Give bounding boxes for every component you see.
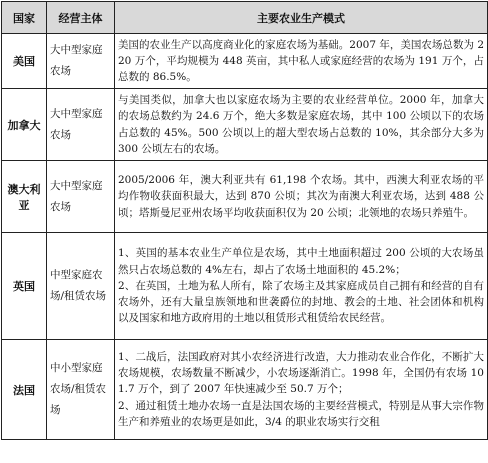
row-mode (115, 89, 488, 161)
row-country: 加拿大 (2, 89, 47, 161)
header-entity: 经营主体 (47, 2, 115, 34)
mode-paragraph: 与美国类似，加拿大也以家庭农场为主要的农业经营单位。2000 年，加拿大的农场总数约为 24.6 万个，绝大多数是家庭农场，其中 100 公顷以下的农场占总数的 45%。500 公顷以上的超大型农场占总数的 10%，其余部分大多为 300 公顷左右的农场。 (118, 94, 484, 155)
row-entity: 大中型家庭农场 (47, 34, 115, 89)
mode-paragraph: 1、二战后，法国政府对其小农经济进行改造，大力推动农业合作化，不断扩大农场规模，农场数量不断减少，小农场逐渐消亡。1998 年，全国仍有农场 101.7 万个，到了 2007 年快速减少至 50.7 万个； (118, 350, 484, 396)
table-row (2, 340, 488, 440)
row-entity: 中小型家庭农场/租赁农场 (47, 340, 115, 440)
header-country: 国家 (2, 2, 47, 34)
row-entity: 大中型家庭农场 (47, 161, 115, 233)
row-country: 澳大利亚 (2, 161, 47, 233)
row-country: 美国 (2, 34, 47, 89)
row-mode (115, 233, 488, 340)
table-header-row (2, 2, 488, 34)
row-country: 英国 (2, 233, 47, 340)
row-country: 法国 (2, 340, 47, 440)
mode-paragraph: 2005/2006 年，澳大利亚共有 61,198 个农场。其中，西澳大利亚农场的平均作物收获面积最大，达到 870 公顷；其次为南澳大利亚农场，达到 488 公顷；塔斯曼尼亚州农场平均收获面积仅为 20 公顷；北领地的农场只养殖牛。 (118, 174, 484, 219)
mode-paragraph: 2、在英国，土地为私人所有，除了农场主及其家庭成员自己拥有和经营的自有农场外，还有大量皇族领地和世袭爵位的封地、教会的土地、社会团体和机构以及国家和地方政府用的土地以租赁形式租赁给农民经营。 (118, 279, 484, 325)
row-mode (115, 34, 488, 89)
row-mode (115, 161, 488, 233)
row-entity: 大中型家庭农场 (47, 89, 115, 161)
mode-paragraph: 1、英国的基本农业生产单位是农场，其中土地面积超过 200 公顷的大农场虽然只占农场总数的 4%左右，却占了农场土地面积的 45.2%； (118, 247, 484, 276)
header-mode: 主要农业生产模式 (115, 2, 488, 34)
row-entity: 中型家庭农场/租赁农场 (47, 233, 115, 340)
mode-paragraph: 2、通过租赁土地办农场一直是法国农场的主要经营模式，特别是从事大宗作物生产和养殖业的农场更是如此，3/4 的职业农场实行交租 (118, 399, 484, 428)
mode-paragraph: 美国的农业生产以高度商业化的家庭农场为基础。2007 年，美国农场总数为 220 万个，平均规模为 448 英亩，其中私人或家庭经营的农场为 191 万个，占总数的 86.5%。 (118, 38, 484, 84)
table-row (2, 233, 488, 340)
table-row (2, 161, 488, 233)
farm-model-table (1, 1, 488, 440)
table-row (2, 89, 488, 161)
table-container (0, 1, 488, 463)
table-row (2, 34, 488, 89)
row-mode (115, 340, 488, 440)
